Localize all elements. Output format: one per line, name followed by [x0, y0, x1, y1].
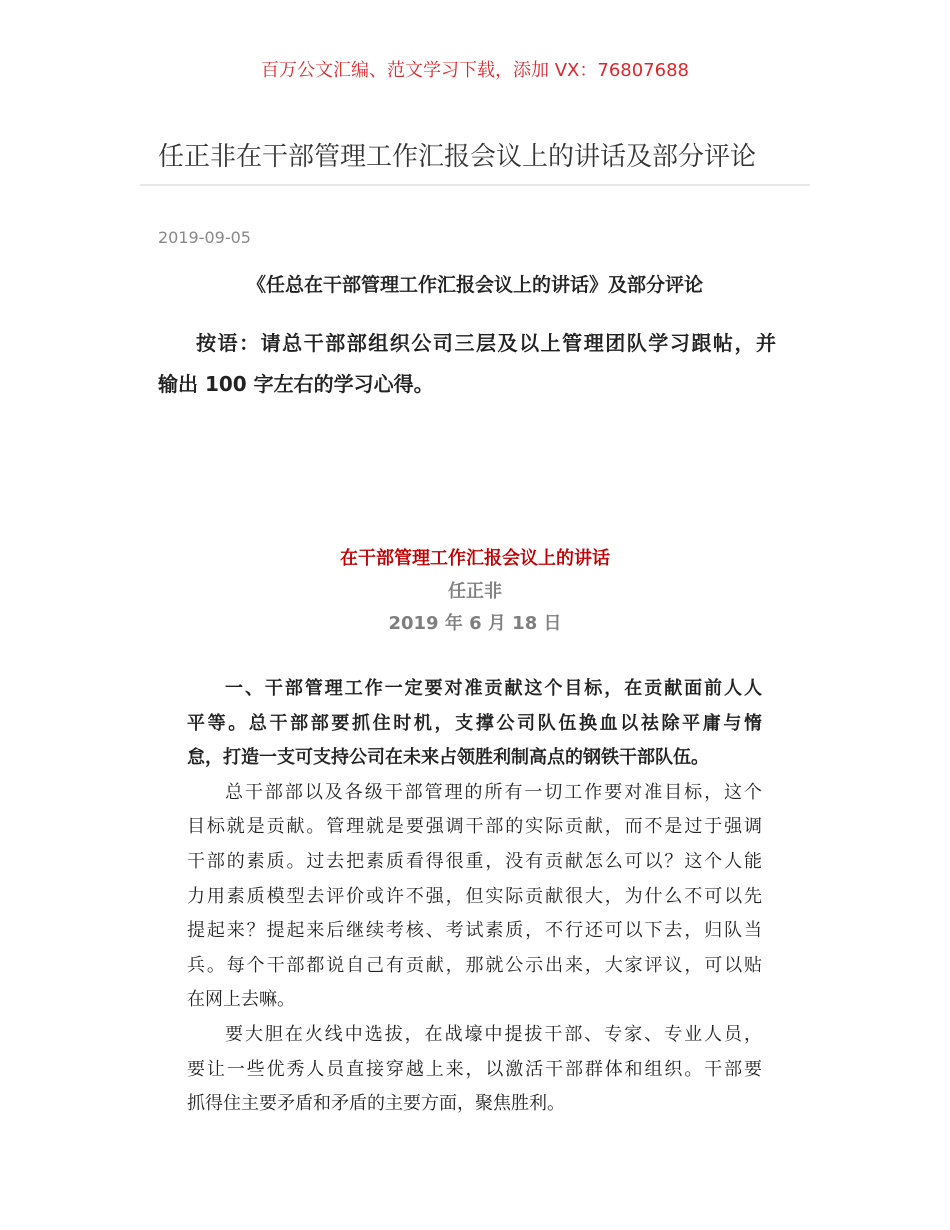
editor-note-line: 按语：请总干部部组织公司三层及以上管理团队学习跟帖，并	[196, 331, 776, 355]
paragraph-line: 兵。每个干部都说自己有贡献，那就公示出来，大家评议，可以贴	[187, 954, 762, 976]
paragraph-line: 要大胆在火线中选拔，在战壕中提拔干部、专家、专业人员，	[225, 1024, 762, 1045]
paragraph-line: 总干部部以及各级干部管理的所有一切工作要对准目标，这个	[225, 781, 762, 803]
page-title: 任正非在干部管理工作汇报会议上的讲话及部分评论	[158, 142, 757, 172]
paragraph-line: 力用素质模型去评价或许不强，但实际贡献很大，为什么不可以先	[187, 885, 762, 907]
paragraph-line: 目标就是贡献。管理就是要强调干部的实际贡献，而不是过于强调	[187, 816, 762, 838]
promo-banner: 百万公文汇编、范文学习下载，添加 VX：76807688	[261, 60, 689, 81]
speech-author: 任正非	[448, 581, 502, 602]
speech-date: 2019 年 6 月 18 日	[388, 613, 562, 634]
editor-note-line: 输出 100 字左右的学习心得。	[158, 372, 434, 396]
paragraph-line: 平等。总干部部要抓住时机，支撑公司队伍换血以祛除平庸与惰	[187, 712, 762, 734]
divider	[140, 184, 810, 186]
speech-title: 在干部管理工作汇报会议上的讲话	[340, 548, 610, 569]
paragraph-line: 一、干部管理工作一定要对准贡献这个目标，在贡献面前人人	[225, 678, 762, 699]
paragraph-line: 在网上去嘛。	[187, 989, 295, 1011]
paragraph-line: 提起来？提起来后继续考核、考试素质，不行还可以下去，归队当	[187, 920, 762, 942]
paragraph-line: 干部的素质。过去把素质看得很重，没有贡献怎么可以？这个人能	[187, 851, 762, 872]
paragraph-line: 要让一些优秀人员直接穿越上来，以激活干部群体和组织。干部要	[187, 1058, 762, 1080]
paragraph-line: 怠，打造一支可支持公司在未来占领胜利制高点的钢铁干部队伍。	[187, 747, 709, 769]
publish-date: 2019-09-05	[158, 228, 251, 247]
paragraph-line: 抓得住主要矛盾和矛盾的主要方面，聚焦胜利。	[187, 1093, 565, 1115]
article-subtitle: 《任总在干部管理工作汇报会议上的讲话》及部分评论	[246, 274, 703, 296]
